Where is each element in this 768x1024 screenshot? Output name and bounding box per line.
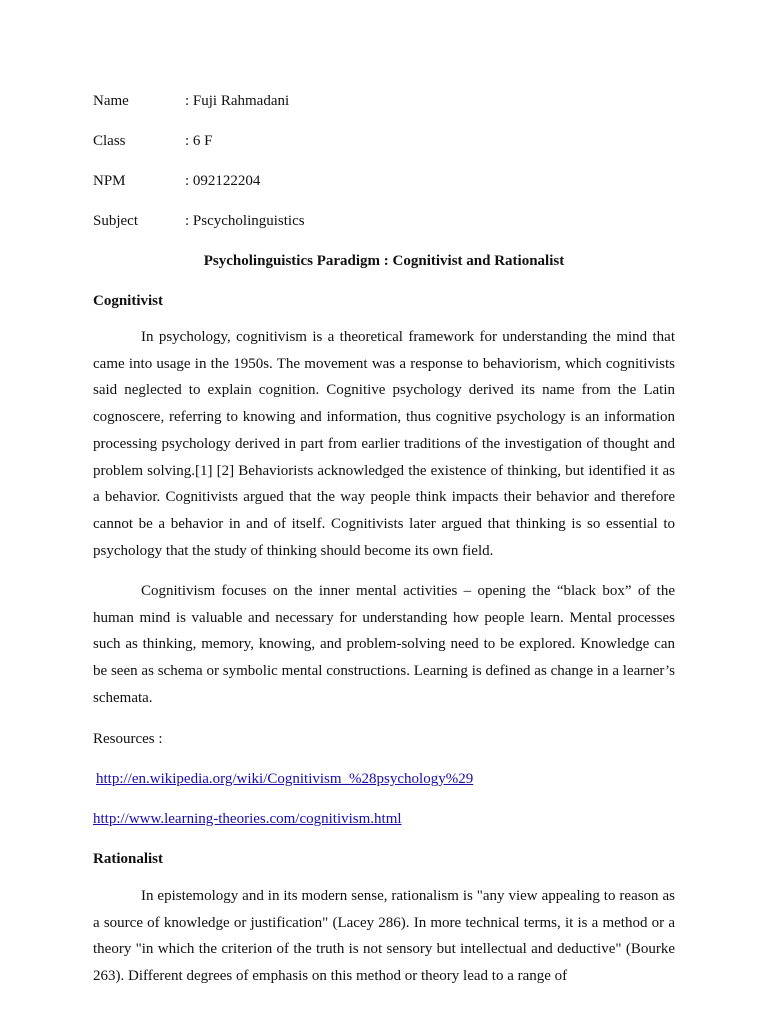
document-title: Psycholinguistics Paradigm : Cognitivist and Rationalist [203,253,565,269]
subject-label: Subject [93,213,138,229]
resource-link-learning-theories-row [93,809,402,829]
class-label: Class [93,133,126,149]
cognitivist-heading: Cognitivist [93,293,164,309]
name-label: Name [93,93,129,109]
npm-label: NPM [93,173,126,189]
cognitivist-paragraph-2: Cognitivism focuses on the inner mental activities – opening the “black box” of the human mind is valuable and necessary for understanding how people learn. Mental processes such as thinking, memory, knowing, and problem-solving need to be explored. Knowledge can be seen as schema or symbolic mental constructions. Learning is defined as change in a learner’s schemata. [93,583,675,706]
npm-value: : 092122204 [185,173,261,189]
name-value: : Fuji Rahmadani [185,93,290,109]
class-value: : 6 F [185,133,213,149]
rationalist-heading: Rationalist [93,851,164,867]
cognitivist-paragraph-1: In psychology, cognitivism is a theoretical framework for understanding the mind that came into usage in the 1950s. The movement was a response to behaviorism, which cognitivists said neglected to explain cognition. Cognitive psychology derived its name from the Latin cognoscere, referring to knowing and information, thus cognitive psychology is an information processing psychology derived in part from earlier traditions of the investigation of thought and problem solving.[1] [2] Behaviorists acknowledged the existence of thinking, but identified it as a behavior. Cognitivists argued that the way people think impacts their behavior and therefore cannot be a behavior in and of itself. Cognitivists later argued that thinking is so essential to psychology that the study of thinking should become its own field. [93,329,675,559]
resource-link-wikipedia[interactable]: http://en.wikipedia.org/wiki/Cognitivism_%28psychology%29 [96,771,474,787]
resource-link-learning-theories[interactable]: http://www.learning-theories.com/cognitivism.html [93,811,402,827]
subject-value: : Pscycholinguistics [185,213,305,229]
resources-label: Resources : [93,731,163,747]
rationalist-paragraph-1: In epistemology and in its modern sense, rationalism is "any view appealing to reason as a source of knowledge or justification" (Lacey 286). In more technical terms, it is a method or a theory "in which the criterion of the truth is not sensory but intellectual and deductive" (Bourke 263). Different degrees of emphasis on this method or theory lead to a range of [93,888,675,985]
resource-link-wikipedia-row [96,769,473,789]
